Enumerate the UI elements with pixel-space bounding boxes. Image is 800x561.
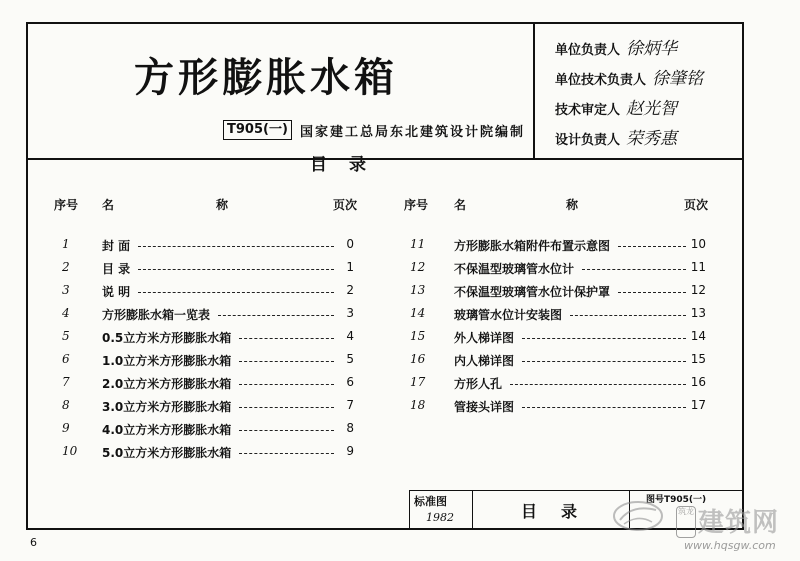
watermark-url: www.hqsgw.com [684, 539, 776, 552]
entry-name: 说 明 [102, 285, 131, 299]
entry-name: 4.0立方米方形膨胀水箱 [102, 423, 232, 437]
standard-year: 1982 [426, 511, 454, 524]
entry-number: 5 [62, 329, 70, 343]
entry-number: 17 [410, 375, 426, 389]
standard-label: 标准图 [414, 495, 447, 508]
entry-page: 17 [690, 398, 706, 412]
entry-number: 6 [62, 352, 70, 366]
entry-page: 15 [690, 352, 706, 366]
entry-number: 16 [410, 352, 426, 366]
leader-line [618, 292, 686, 293]
entry-number: 15 [410, 329, 426, 343]
entry-page: 5 [346, 352, 354, 366]
entry-name: 2.0立方米方形膨胀水箱 [102, 377, 232, 391]
entry-page: 9 [346, 444, 354, 458]
entry-name: 3.0立方米方形膨胀水箱 [102, 400, 232, 414]
column-header-name: 名 [454, 198, 467, 212]
entry-name: 不保温型玻璃管水位计保护罩 [454, 285, 611, 299]
column-header-no: 序号 [404, 198, 429, 212]
column-header-page: 页次 [333, 198, 358, 212]
toc-heading: 目录 [310, 155, 388, 175]
toc-entry [0, 398, 800, 418]
entry-name: 5.0立方米方形膨胀水箱 [102, 446, 232, 460]
column-header-page: 页次 [684, 198, 709, 212]
entry-number: 14 [410, 306, 426, 320]
entry-number: 7 [62, 375, 70, 389]
entry-name: 外人梯详图 [454, 331, 515, 345]
handwritten-signature: 徐炳华 [626, 39, 678, 59]
leader-line [510, 384, 686, 385]
entry-number: 4 [62, 306, 70, 320]
entry-name: 0.5立方米方形膨胀水箱 [102, 331, 232, 345]
column-header-name: 称 [216, 198, 229, 212]
entry-name: 不保温型玻璃管水位计 [454, 262, 575, 276]
entry-page: 14 [690, 329, 706, 343]
entry-page: 2 [346, 283, 354, 297]
leader-line [618, 246, 686, 247]
entry-name: 内人梯详图 [454, 354, 515, 368]
signature-role: 设计负责人 [555, 133, 621, 148]
leader-line [522, 361, 686, 362]
toc-entry [0, 306, 800, 326]
toc-entry [0, 421, 800, 441]
leader-line [522, 338, 686, 339]
entry-name: 方形膨胀水箱一览表 [102, 308, 211, 322]
entry-name: 管接头详图 [454, 400, 515, 414]
entry-name: 封 面 [102, 239, 131, 253]
entry-page: 0 [346, 237, 354, 251]
entry-number: 8 [62, 398, 70, 412]
entry-number: 10 [62, 444, 78, 458]
sheet-number: 图号T905(一) [646, 495, 707, 505]
standard-box [409, 490, 473, 530]
signature-role: 单位负责人 [555, 43, 621, 58]
leader-line [239, 453, 334, 454]
entry-page: 6 [346, 375, 354, 389]
entry-page: 8 [346, 421, 354, 435]
toc-entry [0, 329, 800, 349]
entry-name: 1.0立方米方形膨胀水箱 [102, 354, 232, 368]
sheet-name: 目录 [521, 502, 602, 521]
entry-number: 11 [410, 237, 426, 251]
entry-page: 10 [690, 237, 706, 251]
entry-number: 13 [410, 283, 426, 297]
organization-name: 国家建工总局东北建筑设计院编制 [300, 125, 526, 140]
entry-number: 12 [410, 260, 426, 274]
entry-name: 目 录 [102, 262, 131, 276]
entry-page: 13 [690, 306, 706, 320]
toc-entry [0, 237, 800, 257]
signature-row [555, 124, 677, 149]
column-header-name: 名 [102, 198, 115, 212]
entry-page: 16 [690, 375, 706, 389]
entry-number: 9 [62, 421, 70, 435]
entry-name: 方形膨胀水箱附件布置示意图 [454, 239, 611, 253]
toc-entry [0, 283, 800, 303]
page-number: 6 [30, 536, 37, 549]
column-header-no: 序号 [54, 198, 79, 212]
title-header [28, 24, 742, 160]
sheet-name-box [473, 490, 630, 530]
toc-entry [0, 352, 800, 372]
toc-entry [0, 260, 800, 280]
signature-row [555, 94, 677, 119]
handwritten-signature: 赵光智 [626, 99, 678, 119]
entry-page: 3 [346, 306, 354, 320]
entry-name: 玻璃管水位计安装图 [454, 308, 563, 322]
entry-number: 2 [62, 260, 70, 274]
entry-page: 1 [346, 260, 354, 274]
drawing-title: 方形膨胀水箱 [134, 55, 398, 101]
entry-number: 3 [62, 283, 70, 297]
entry-name: 方形人孔 [454, 377, 503, 391]
watermark-logo-icon [612, 498, 664, 534]
leader-line [239, 430, 334, 431]
signature-panel [533, 24, 744, 158]
leader-line [522, 407, 686, 408]
handwritten-signature: 徐肇铭 [652, 69, 704, 89]
leader-line [570, 315, 686, 316]
entry-number: 1 [62, 237, 70, 251]
watermark-tag: 筑龙 [676, 506, 696, 538]
entry-page: 7 [346, 398, 354, 412]
entry-number: 18 [410, 398, 426, 412]
entry-page: 12 [690, 283, 706, 297]
signature-row [555, 64, 703, 89]
signature-row [555, 34, 677, 59]
leader-line [582, 269, 686, 270]
drawing-code: T905(一) [223, 120, 292, 140]
signature-role: 技术审定人 [555, 103, 621, 118]
column-header-name: 称 [566, 198, 579, 212]
toc-entry [0, 444, 800, 464]
entry-page: 11 [690, 260, 706, 274]
handwritten-signature: 荣秀惠 [626, 129, 678, 149]
signature-role: 单位技术负责人 [555, 73, 647, 88]
toc-entry [0, 375, 800, 395]
watermark-text: 建筑网 [698, 508, 780, 538]
entry-page: 4 [346, 329, 354, 343]
